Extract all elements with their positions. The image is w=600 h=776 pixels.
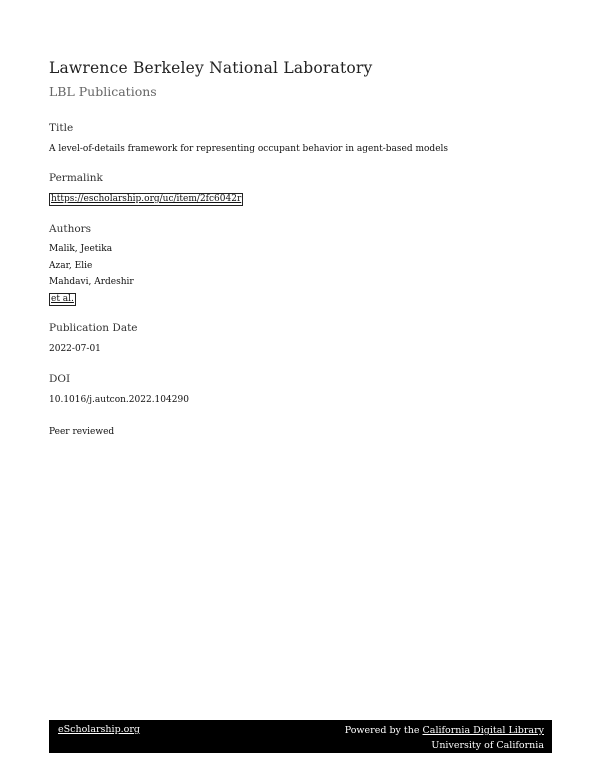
powered-by-line	[345, 723, 544, 738]
cdl-link[interactable]: California Digital Library	[422, 725, 544, 736]
escholarship-link[interactable]: eScholarship.org	[58, 724, 141, 735]
permalink-row	[49, 191, 243, 208]
authors-list	[49, 241, 134, 307]
author-item: Malik, Jeetika	[49, 244, 113, 254]
publication-date-label: Publication Date	[49, 322, 138, 334]
review-status: Peer reviewed	[49, 427, 115, 437]
powered-by-text: Powered by the	[344, 725, 420, 736]
doi-value: 10.1016/j.autcon.2022.104290	[49, 395, 189, 405]
footer-credits	[345, 723, 544, 753]
publication-date-value: 2022-07-01	[49, 344, 101, 354]
institution-name: Lawrence Berkeley National Laboratory	[49, 59, 373, 77]
title-label: Title	[49, 122, 74, 134]
title-value: A level-of-details framework for representing occupant behavior in agent-based models	[49, 144, 449, 154]
doi-label: DOI	[49, 373, 71, 385]
series-name: LBL Publications	[49, 84, 157, 99]
author-item: Mahdavi, Ardeshir	[49, 277, 134, 287]
permalink-link[interactable]: https://escholarship.org/uc/item/2fc6042r	[51, 194, 242, 204]
permalink-label: Permalink	[49, 172, 103, 184]
author-item: Azar, Elie	[49, 260, 93, 271]
university-name: University of California	[431, 740, 544, 751]
authors-label: Authors	[49, 223, 92, 235]
more-authors-link[interactable]: et al.	[51, 293, 74, 304]
